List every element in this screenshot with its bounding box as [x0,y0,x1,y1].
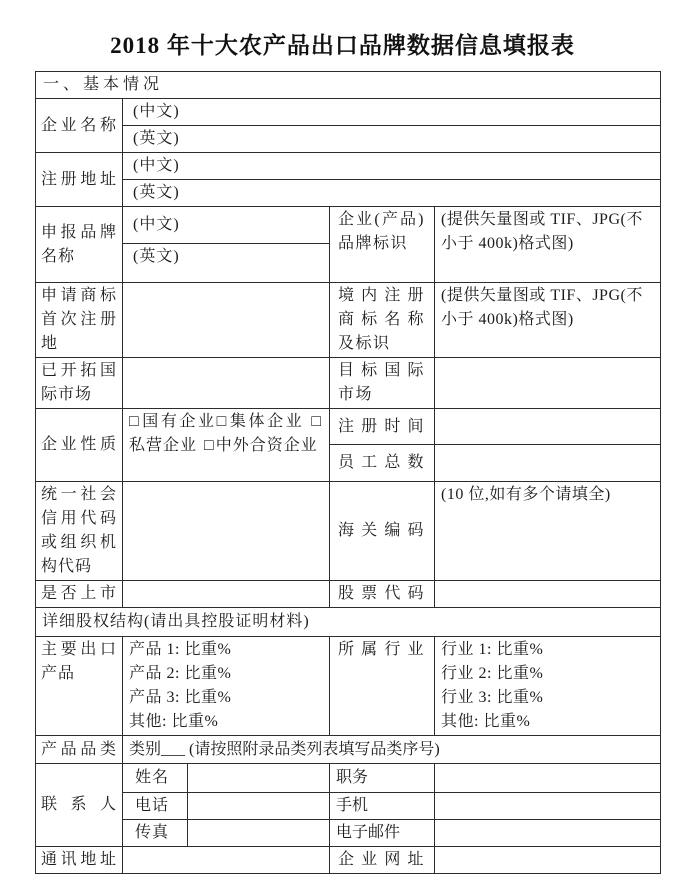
contact-email-label: 电子邮件 [330,820,435,847]
page-title: 2018 年十大农产品出口品牌数据信息填报表 [110,33,575,58]
trademark-reg-place-input[interactable] [123,283,330,358]
checkbox-icon[interactable]: □ [216,413,229,430]
contact-mobile-input[interactable] [435,793,661,820]
credit-code-label: 统一社会信用代码或组织机构代码 [36,482,123,581]
industry-label: 所属行业 [330,637,435,736]
listed-label: 是否上市 [36,581,123,608]
checkbox-option-joint-venture[interactable] [204,437,318,454]
industry-line: 行业 2: 比重% [441,665,544,682]
company-name-cn-input[interactable]: (中文) [123,99,661,126]
mailing-address-label: 通讯地址 [36,847,123,874]
contact-mobile-label: 手机 [330,793,435,820]
equity-structure-heading: 详细股权结构(请出具控股证明材料) [42,613,310,630]
contact-phone-input[interactable] [188,793,330,820]
industry-line: 其他: 比重% [441,713,531,730]
customs-code-note: (10 位,如有多个请填全) [441,486,611,503]
checkbox-option-state-owned[interactable] [129,413,217,430]
product-line: 产品 1: 比重% [129,641,232,658]
brand-name-label: 申报品牌名称 [36,207,123,283]
contact-phone-label: 电话 [123,793,188,820]
credit-code-input[interactable] [123,482,330,581]
section-heading: 一、基本情况 [36,72,661,99]
domestic-trademark-label: 境内注册商标名称及标识 [330,283,435,358]
brand-logo-upload-cell[interactable] [435,207,661,283]
industry-line: 行业 3: 比重% [441,689,544,706]
opened-markets-label: 已开拓国际市场 [36,358,123,409]
checkbox-option-label: 私营企业 [129,437,198,454]
reg-address-en-input[interactable]: (英文) [123,180,661,207]
domestic-trademark-upload-cell[interactable] [435,283,661,358]
checkbox-icon[interactable]: □ [311,413,322,430]
contact-label: 联系人 [36,764,123,847]
equity-structure-cell[interactable] [36,608,661,637]
checkbox-option-label: 集体企业 [229,413,305,430]
company-name-en-input[interactable]: (英文) [123,126,661,153]
industries-cell[interactable] [435,637,661,736]
product-category-input[interactable] [123,736,661,764]
company-name-label: 企业名称 [36,99,123,153]
product-category-label: 产品品类 [36,736,123,764]
reg-address-cn-input[interactable]: (中文) [123,153,661,180]
stock-code-label: 股票代码 [330,581,435,608]
company-nature-label: 企业性质 [36,409,123,482]
staff-count-input[interactable] [435,445,661,482]
reg-time-input[interactable] [435,409,661,445]
export-products-cell[interactable] [123,637,330,736]
trademark-reg-place-label: 申请商标首次注册地 [36,283,123,358]
reg-time-label: 注册时间 [330,409,435,445]
product-line: 产品 3: 比重% [129,689,232,706]
contact-fax-input[interactable] [188,820,330,847]
staff-count-label: 员工总数 [330,445,435,482]
checkbox-icon[interactable]: □ [204,437,215,454]
stock-code-input[interactable] [435,581,661,608]
listed-input[interactable] [123,581,330,608]
contact-name-label: 姓名 [123,764,188,793]
export-products-label: 主要出口产品 [36,637,123,736]
brand-cn-input[interactable]: (中文) [123,207,330,244]
checkbox-option-label: 中外合资企业 [215,437,318,454]
checkbox-icon[interactable]: □ [129,413,142,430]
checkbox-option-label: 国有企业 [142,413,217,430]
product-line: 其他: 比重% [129,713,219,730]
domestic-trademark-note: (提供矢量图或 TIF、JPG(不小于 400k)格式图) [441,287,643,328]
contact-fax-label: 传真 [123,820,188,847]
reg-address-label: 注册地址 [36,153,123,207]
target-markets-label: 目标国际市场 [330,358,435,409]
checkbox-option-collective[interactable] [217,413,305,430]
customs-code-input[interactable] [435,482,661,581]
brand-logo-note: (提供矢量图或 TIF、JPG(不小于 400k)格式图) [441,211,643,252]
form-table [35,71,661,874]
contact-title-label: 职务 [330,764,435,793]
brand-en-input[interactable]: (英文) [123,244,330,283]
website-input[interactable] [435,847,661,874]
brand-logo-label: 企业(产品)品牌标识 [330,207,435,283]
target-markets-input[interactable] [435,358,661,409]
customs-code-label: 海关编码 [330,482,435,581]
website-label: 企业网址 [330,847,435,874]
product-line: 产品 2: 比重% [129,665,232,682]
contact-title-input[interactable] [435,764,661,793]
opened-markets-input[interactable] [123,358,330,409]
contact-name-input[interactable] [188,764,330,793]
contact-email-input[interactable] [435,820,661,847]
product-category-hint: 类别___ (请按照附录品类列表填写品类序号) [129,740,440,758]
company-nature-options [123,409,330,482]
mailing-address-input[interactable] [123,847,330,874]
industry-line: 行业 1: 比重% [441,641,544,658]
